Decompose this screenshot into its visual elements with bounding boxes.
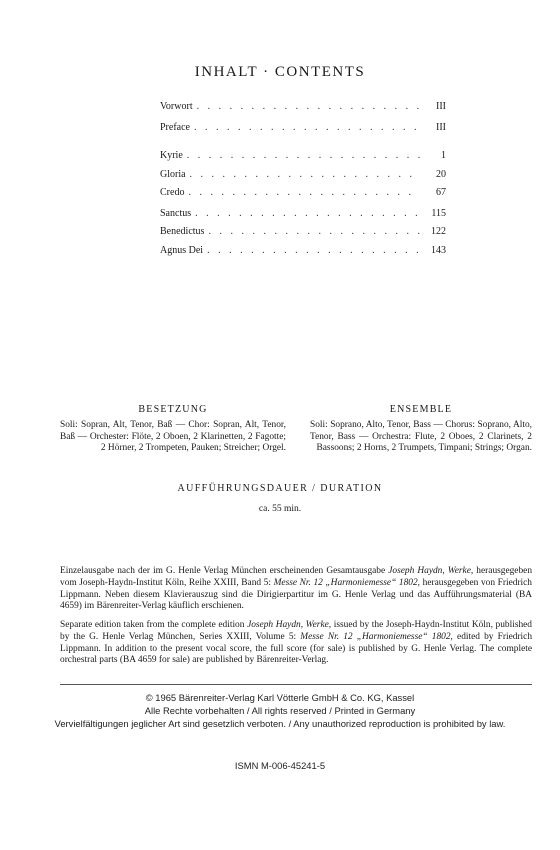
copyright-line: © 1965 Bärenreiter-Verlag Karl Vötterle GmbH & Co. KG, Kassel <box>145 692 415 703</box>
toc-leader-dots <box>194 122 420 133</box>
note-text: , herausgegeben von Friedrich Lippmann. Neben diesem Klavierauszug sind die Dirigierpartitur im G. Henle Verlag und das Aufführungsmaterial (BA 4659) im Bärenreiter-Verlag käuflich erschienen. <box>60 577 532 612</box>
toc-leader-dots <box>195 208 420 219</box>
note-text: , edited by Friedrich Lippmann. In addition to the present vocal score, the full score (for sale) is published by G. Henle Verlag. The complete orchestral parts (BA 4659 for sale) are published by Bärenreiter-Verlag. <box>60 631 533 666</box>
toc-entry-label: Sanctus <box>160 208 192 219</box>
toc-entry-sanctus[interactable] <box>160 208 446 222</box>
toc-leader-dots <box>197 101 420 112</box>
duration-heading: AUFFÜHRUNGSDAUER / DURATION <box>177 483 383 494</box>
toc-entry-label: Benedictus <box>160 226 205 237</box>
toc-entry-page: 115 <box>431 208 446 219</box>
toc-entry-kyrie[interactable] <box>160 150 446 164</box>
toc-entry-page: III <box>436 101 446 112</box>
rights-reserved-line: Alle Rechte vorbehalten / All rights reserved / Printed in Germany <box>144 705 416 716</box>
note-italic-title: Joseph Haydn, Werke <box>388 566 471 576</box>
toc-entry-preface[interactable] <box>160 122 446 136</box>
toc-entry-label: Vorwort <box>160 101 193 112</box>
toc-entry-label: Agnus Dei <box>160 245 204 256</box>
ensemble-heading: ENSEMBLE <box>389 404 453 415</box>
duration-value: ca. 55 min. <box>258 504 302 514</box>
toc-entry-label: Kyrie <box>160 150 183 161</box>
toc-entry-label: Gloria <box>160 169 186 180</box>
note-text: , issued by the Joseph-Haydn-Institut Köln, published by the G. Henle Verlag München, Series XXIII, Volume 5: <box>60 620 532 642</box>
note-text: Separate edition taken from the complete edition <box>60 620 248 630</box>
toc-entry-page: 122 <box>431 226 446 237</box>
toc-entry-gloria[interactable] <box>160 169 446 183</box>
edition-note-english <box>60 620 532 667</box>
toc-leader-dots <box>188 187 420 198</box>
edition-note-german <box>60 566 532 613</box>
toc-entry-page: 67 <box>436 187 446 198</box>
divider <box>60 684 532 685</box>
toc-entry-benedictus[interactable] <box>160 226 446 240</box>
note-text: , herausgegeben vom Joseph-Haydn-Institut Köln, Reihe XXIII, Band 5: <box>60 566 533 588</box>
toc-entry-agnus-dei[interactable] <box>160 245 446 259</box>
ismn-number: ISMN M-006-45241-5 <box>234 760 326 771</box>
reproduction-notice: Vervielfältigungen jeglicher Art sind gesetzlich verboten. / Any unauthorized reproduction is prohibited by law. <box>54 718 506 729</box>
toc-leader-dots <box>190 169 420 180</box>
toc-leader-dots <box>208 226 420 237</box>
toc-entry-vorwort[interactable] <box>160 101 446 115</box>
note-italic-title: Messe Nr. 12 „Harmoniemesse“ 1802 <box>273 577 418 588</box>
note-text: Einzelausgabe nach der im G. Henle Verlag München erscheinenden Gesamtausgabe <box>60 566 389 576</box>
toc-entry-page: III <box>436 122 446 133</box>
note-italic-title: Messe Nr. 12 „Harmoniemesse“ 1802 <box>300 631 451 642</box>
ensemble-text: Soli: Soprano, Alto, Tenor, Bass — Chorus: Soprano, Alto, Tenor, Bass — Orchestra: Flute, 2 Oboes, 2 Clarinets, 2 Bassoons; 2 Horns, 2 Trumpets, Timpani; Strings; Organ. <box>310 420 532 454</box>
toc-leader-dots <box>187 150 420 161</box>
toc-leader-dots <box>207 245 420 256</box>
toc-entry-label: Credo <box>160 187 185 198</box>
note-italic-title: Joseph Haydn, Werke <box>247 620 329 630</box>
toc-entry-label: Preface <box>160 122 190 133</box>
besetzung-heading: BESETZUNG <box>138 404 208 415</box>
toc-entry-credo[interactable] <box>160 187 446 201</box>
toc-entry-page: 1 <box>441 150 446 161</box>
toc-entry-page: 20 <box>436 169 446 180</box>
toc-entry-page: 143 <box>431 245 446 256</box>
page-title: INHALT · CONTENTS <box>194 64 366 80</box>
besetzung-text: Soli: Sopran, Alt, Tenor, Baß — Chor: Sopran, Alt, Tenor, Baß — Orchester: Flöte, 2 Oboen, 2 Klarinetten, 2 Fagotte; 2 Hörner, 2 Trompeten, Pauken; Streicher; Orgel. <box>60 420 286 454</box>
